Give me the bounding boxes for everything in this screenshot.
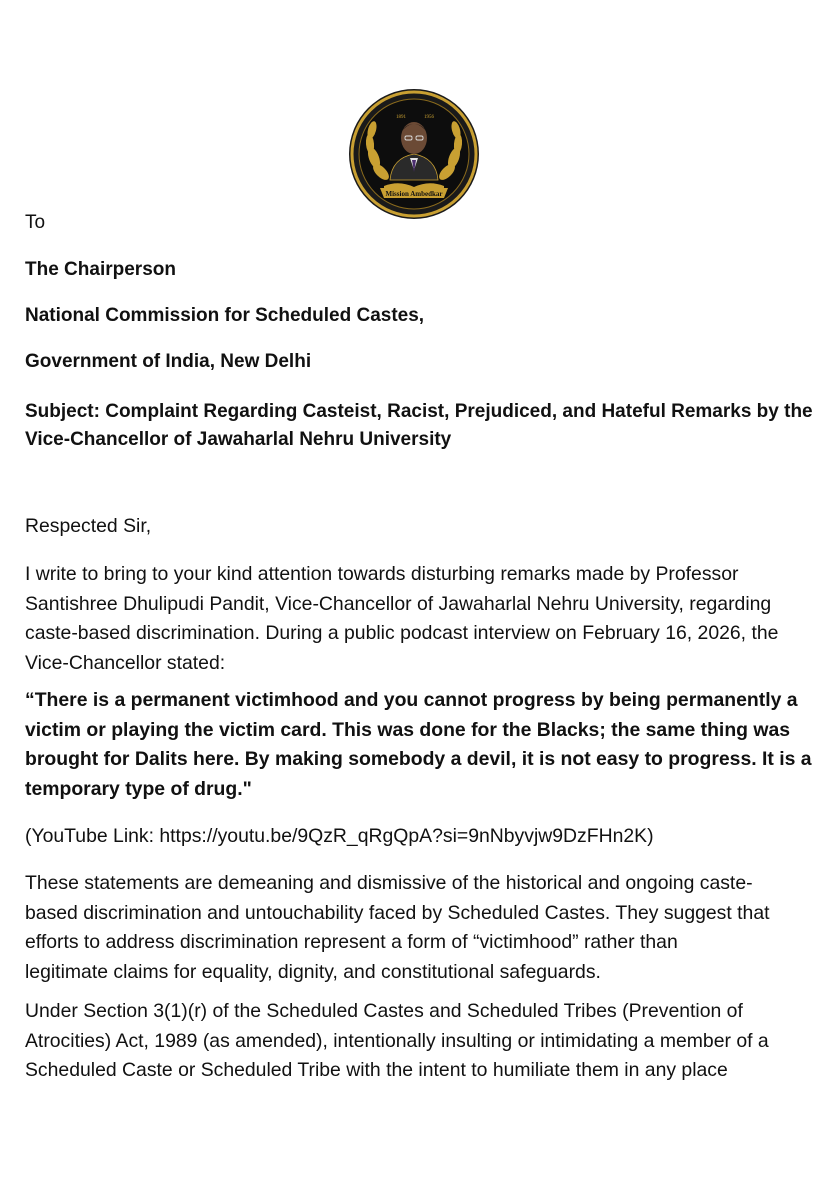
paragraph-statements <box>25 869 820 987</box>
paragraph-intro <box>25 560 820 678</box>
organization-line: National Commission for Scheduled Castes, <box>25 305 425 326</box>
subject-line: Subject: Complaint Regarding Casteist, Racist, Prejudiced, and Hateful Remarks by the <box>25 401 813 422</box>
youtube-link[interactable]: (YouTube Link: https://youtu.be/9QzR_qRgQpA?si=9nNbyvjw9DzFHn2K) <box>25 825 654 847</box>
text-line: legitimate claims for equality, dignity, and constitutional safeguards. <box>25 960 601 983</box>
to-line: To <box>25 212 46 233</box>
text-line: Under Section 3(1)(r) of the Scheduled Castes and Scheduled Tribes (Prevention of <box>25 1000 743 1022</box>
text-line: victim or playing the victim card. This was done for the Blacks; the same thing was <box>25 718 791 741</box>
text-line: efforts to address discrimination represent a form of “victimhood” rather than <box>25 931 678 953</box>
paragraph-legal <box>25 997 820 1086</box>
text-line: Santishree Dhulipudi Pandit, Vice-Chancellor of Jawaharlal Nehru University, regarding <box>25 592 772 615</box>
svg-text:1891: 1891 <box>396 115 406 120</box>
text-line: Scheduled Caste or Scheduled Tribe with the intent to humiliate them in any place <box>25 1059 728 1081</box>
text-line: based discrimination and untouchability faced by Scheduled Castes. They suggest that <box>25 901 770 924</box>
mission-ambedkar-logo <box>348 88 480 220</box>
svg-text:1956: 1956 <box>424 115 434 120</box>
recipient-line: The Chairperson <box>25 259 176 280</box>
subject-line: Vice-Chancellor of Jawaharlal Nehru University <box>25 429 452 450</box>
salutation: Respected Sir, <box>25 515 152 537</box>
text-line: “There is a permanent victimhood and you cannot progress by being permanently a <box>25 689 798 711</box>
text-line: temporary type of drug." <box>25 777 252 800</box>
quoted-remark <box>25 686 820 804</box>
text-line: Atrocities) Act, 1989 (as amended), intentionally insulting or intimidating a member of a <box>25 1029 769 1052</box>
text-line: I write to bring to your kind attention towards disturbing remarks made by Professor <box>25 563 739 585</box>
text-line: These statements are demeaning and dismissive of the historical and ongoing caste- <box>25 872 753 894</box>
text-line: brought for Dalits here. By making somebody a devil, it is not easy to progress. It is a <box>25 748 812 770</box>
subject-block <box>25 398 820 454</box>
text-line: Vice-Chancellor stated: <box>25 651 226 674</box>
text-line: caste-based discrimination. During a public podcast interview on February 16, 2026, the <box>25 622 779 644</box>
logo-banner-text: Mission Ambedkar <box>385 190 443 198</box>
location-line: Government of India, New Delhi <box>25 351 312 372</box>
